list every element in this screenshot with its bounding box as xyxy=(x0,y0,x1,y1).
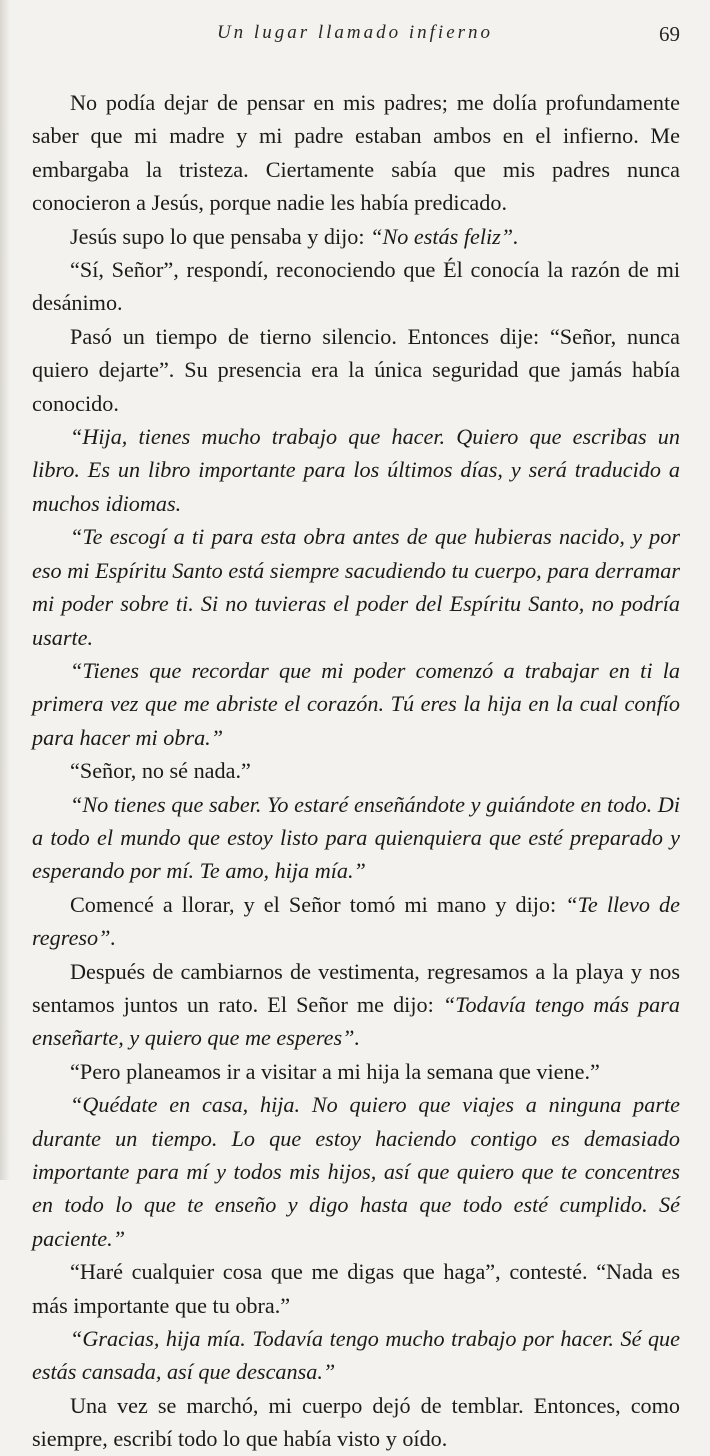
paragraph xyxy=(32,654,680,754)
paragraph-text: Después de cambiarnos de vestimenta, regresamos a la playa y nos sentamos juntos un rato. El Señor me dijo: xyxy=(32,958,680,1017)
quote-text: “No tienes que saber. Yo estaré enseñándote y guiándote en todo. Di a todo el mundo que estoy listo para quienquiera que esté preparado y esperando por mí. Te amo, hija mía.” xyxy=(32,791,680,884)
paragraph-text: Pasó un tiempo de tierno silencio. Entonces dije: “Señor, nunca quiero dejarte”. Su presencia era la única seguridad que jamás había conocido. xyxy=(32,323,680,416)
paragraph-text: “Haré cualquier cosa que me digas que haga”, contesté. “Nada es más importante que tu obra.” xyxy=(32,1259,680,1318)
quote-text: “No estás feliz”. xyxy=(370,223,519,249)
paragraph-text: Comencé a llorar, y el Señor tomó mi mano y dijo: xyxy=(70,891,566,917)
paragraph xyxy=(32,220,680,253)
paragraph-text: “Pero planeamos ir a visitar a mi hija la semana que viene.” xyxy=(70,1058,600,1084)
paragraph-text: Una vez se marchó, mi cuerpo dejó de temblar. Entonces, como siempre, escribí todo lo que había visto y oído. xyxy=(32,1392,680,1452)
paragraph-text: No podía dejar de pensar en mis padres; me dolía profundamente saber que mi madre y mi padre estaban ambos en el infierno. Me embargaba la tristeza. Ciertamente sabía que mis padres nunca conocieron a Jesús, porque nadie les había predicado. xyxy=(32,90,680,216)
quote-text: “Hija, tienes mucho trabajo que hacer. Quiero que escribas un libro. Es un libro importante para los últimos días, y será traducido a muchos idiomas. xyxy=(32,424,680,516)
paragraph xyxy=(32,86,680,220)
quote-text: “Quédate en casa, hija. No quiero que viajes a ninguna parte durante un tiempo. Lo que estoy haciendo contigo es demasiado importante para mí y todos mis hijos, así que quiero que te concentres en todo lo que te enseño y digo hasta que todo esté cumplido. Sé paciente.” xyxy=(32,1092,680,1251)
paragraph xyxy=(32,888,680,955)
paragraph xyxy=(32,754,680,787)
quote-text: “Tienes que recordar que mi poder comenzó a trabajar en ti la primera vez que me abriste el corazón. Tú eres la hija en la cual confío para hacer mi obra.” xyxy=(32,657,680,750)
paragraph xyxy=(32,253,680,320)
paragraph xyxy=(32,955,680,1055)
paragraph xyxy=(32,1055,680,1088)
quote-text: “Te llevo de regreso”. xyxy=(32,891,680,951)
paragraph xyxy=(32,1255,680,1322)
paragraph xyxy=(32,420,680,520)
quote-text: “Gracias, hija mía. Todavía tengo mucho trabajo por hacer. Sé que estás cansada, así que descansa.” xyxy=(32,1326,680,1385)
quote-text: “Todavía tengo más para enseñarte, y quiero que me esperes”. xyxy=(32,991,680,1051)
running-title: Un lugar llamado infierno xyxy=(216,22,494,43)
paragraph xyxy=(32,1322,680,1389)
paragraph xyxy=(32,1088,680,1255)
paragraph-text: “Sí, Señor”, respondí, reconociendo que Él conocía la razón de mi desánimo. xyxy=(32,257,680,316)
paragraph-text: Jesús supo lo que pensaba y dijo: xyxy=(70,223,371,249)
page-number: 69 xyxy=(659,22,680,46)
page-edge-shadow xyxy=(0,0,10,1180)
body-text xyxy=(32,86,680,1456)
quote-text: “Te escogí a ti para esta obra antes de que hubieras nacido, y por eso mi Espíritu Santo está siempre sacudiendo tu cuerpo, para derramar mi poder sobre ti. Si no tuvieras el poder del Espíritu Santo, no podría usarte. xyxy=(32,524,680,650)
paragraph xyxy=(32,520,680,654)
paragraph xyxy=(32,1389,680,1456)
page-header xyxy=(0,22,710,52)
paragraph-text: “Señor, no sé nada.” xyxy=(70,758,251,784)
paragraph xyxy=(32,788,680,888)
paragraph xyxy=(32,320,680,420)
